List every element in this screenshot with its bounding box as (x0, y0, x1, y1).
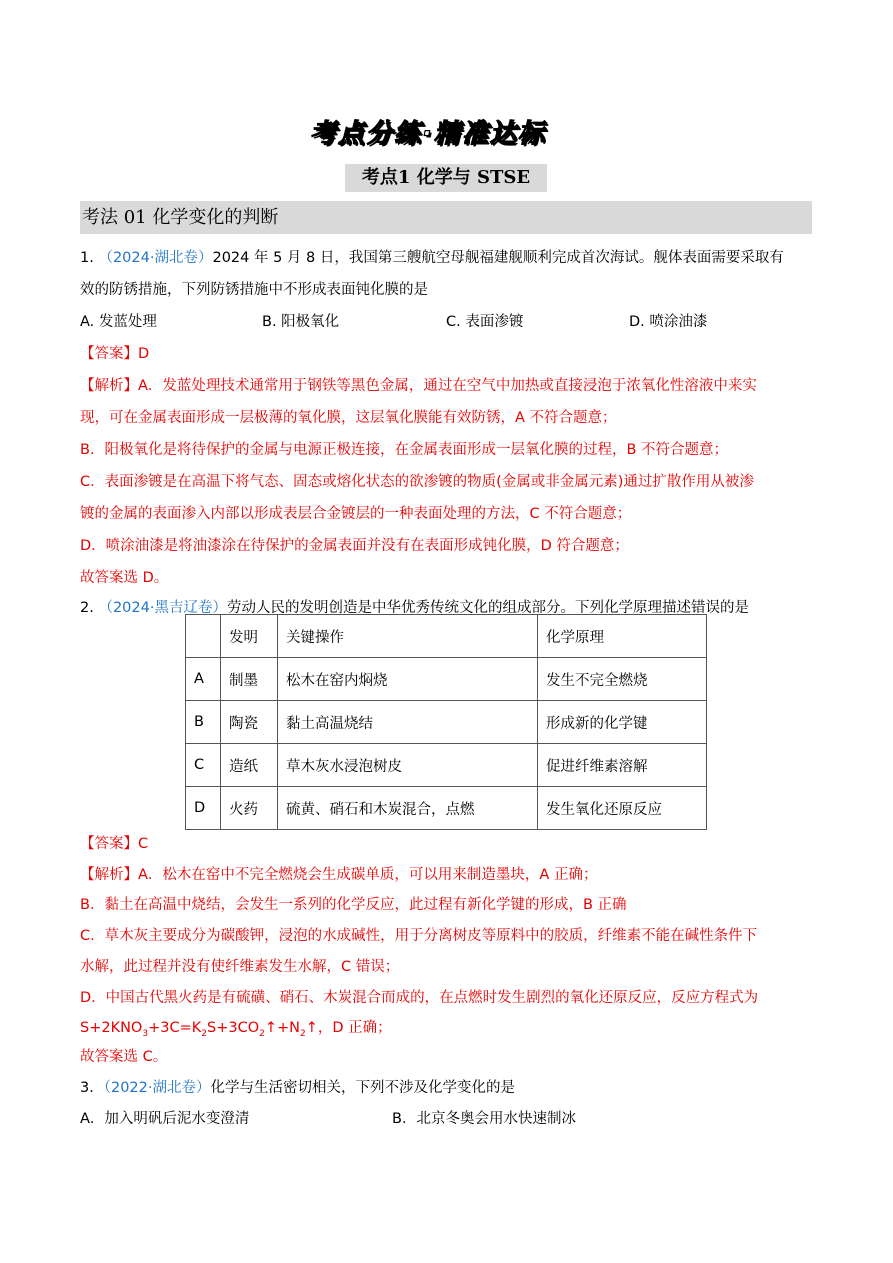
equation-part: S+2KNO (80, 1020, 143, 1036)
table-cell: C (186, 744, 221, 787)
q1-analysis-line-2: 现，可在金属表面形成一层极薄的氧化膜，这层氧化膜能有效防锈，A 不符合题意； (80, 410, 617, 426)
equation-part: S+3CO (207, 1020, 260, 1036)
q3-option-a: A．加入明矾后泥水变澄清 (80, 1111, 250, 1127)
table-cell: 制墨 (221, 658, 278, 701)
table-cell: 火药 (221, 787, 278, 830)
q2-analysis-line-4: 水解，此过程并没有使纤维素发生水解，C 错误； (80, 959, 400, 975)
q3-stem (80, 1076, 515, 1097)
table-header-row (186, 615, 707, 658)
q2-analysis-line-3: C．草木灰主要成分为碳酸钾，浸泡的水成碱性，用于分离树皮等原料中的胶质，纤维素不能在碱性条件下 (80, 928, 758, 944)
q1-analysis-label: 【解析】 (80, 378, 138, 394)
table-cell: B (186, 701, 221, 744)
q1-option-b: B. 阳极氧化 (262, 314, 340, 330)
q1-stem-text: 2024 年 5 月 8 日，我国第三艘航空母舰福建舰顺利完成首次海试。舰体表面需要采取有 (212, 250, 784, 266)
q1-analysis-text-1: A．发蓝处理技术通常用于钢铁等黑色金属，通过在空气中加热或直接浸泡于浓氧化性溶液中来实 (138, 378, 757, 394)
equation-part: +3C=K (148, 1020, 202, 1036)
q3-number: 3． (80, 1080, 104, 1096)
section-title: 考点1 化学与 STSE (345, 164, 547, 192)
table-row (186, 787, 707, 830)
q1-option-c: C. 表面渗镀 (446, 314, 524, 330)
q1-option-d: D. 喷涂油漆 (629, 314, 708, 330)
equation-part: ↑+N (264, 1020, 301, 1036)
q1-answer-label: 【答案】 (80, 346, 138, 362)
table-cell: 造纸 (221, 744, 278, 787)
equation-subscript: 2 (201, 1028, 207, 1039)
table-row (186, 658, 707, 701)
q2-equation (80, 1016, 392, 1039)
q1-answer-value: D (138, 346, 150, 362)
q3-option-b: B．北京冬奥会用水快速制冰 (392, 1111, 576, 1127)
q2-conclusion: 故答案选 C。 (80, 1049, 168, 1065)
table-cell: 黏土高温烧结 (278, 701, 538, 744)
q2-analysis-line-5: D．中国古代黑火药是有硫磺、硝石、木炭混合而成的，在点燃时发生剧烈的氧化还原反应，反应方程式为 (80, 990, 759, 1006)
q2-number: 2. (80, 600, 94, 616)
table-header-cell: 关键操作 (278, 615, 538, 658)
table-cell: 发生氧化还原反应 (538, 787, 707, 830)
q2-analysis-line-2: B．黏土在高温中烧结，会发生一系列的化学反应，此过程有新化学键的形成，B 正确 (80, 897, 627, 913)
table-cell: 松木在窑内焖烧 (278, 658, 538, 701)
q2-answer-label: 【答案】 (80, 836, 138, 852)
q1-source: （2024·湖北卷） (98, 250, 213, 266)
table-cell: 陶瓷 (221, 701, 278, 744)
q1-stem-line-2: 效的防锈措施，下列防锈措施中不形成表面钝化膜的是 (80, 282, 428, 298)
table-cell: 发生不完全燃烧 (538, 658, 707, 701)
table-header-cell: 发明 (221, 615, 278, 658)
q1-analysis-line-4: C．表面渗镀是在高温下将气态、固态或熔化状态的欲渗镀的物质(金属或非金属元素)通过扩散作用从被渗 (80, 474, 754, 490)
q1-answer (80, 342, 149, 363)
equation-subscript: 2 (300, 1028, 306, 1039)
table-cell: 形成新的化学键 (538, 701, 707, 744)
q1-option-a: A. 发蓝处理 (80, 314, 157, 330)
equation-part: ↑，D 正确； (305, 1020, 392, 1036)
q2-answer (80, 832, 148, 853)
q1-analysis-line-5: 镀的金属的表面渗入内部以形成表层合金镀层的一种表面处理的方法，C 不符合题意； (80, 506, 632, 522)
table-row (186, 701, 707, 744)
q3-stem-text: 化学与生活密切相关，下列不涉及化学变化的是 (210, 1080, 515, 1096)
q2-analysis-label: 【解析】 (80, 867, 138, 883)
table-cell: D (186, 787, 221, 830)
q1-stem-line-1 (80, 246, 784, 267)
q1-analysis-line-3: B．阳极氧化是将待保护的金属与电源正极连接，在金属表面形成一层氧化膜的过程，B 不符合题意； (80, 442, 729, 458)
table-row (186, 744, 707, 787)
q2-answer-value: C (138, 836, 149, 852)
q2-analysis-line-1 (80, 863, 597, 884)
table-cell: 硫黄、硝石和木炭混合，点燃 (278, 787, 538, 830)
q2-source: （2024·黑吉辽卷） (98, 600, 227, 616)
q1-analysis-line-6: D．喷涂油漆是将油漆涂在待保护的金属表面并没有在表面形成钝化膜，D 符合题意； (80, 538, 629, 554)
table-header-cell (186, 615, 221, 658)
q2-stem-text: 劳动人民的发明创造是中华优秀传统文化的组成部分。下列化学原理描述错误的是 (226, 600, 749, 616)
banner-title: 考点分练·精准达标 (310, 119, 546, 149)
equation-subscript: 3 (142, 1028, 149, 1039)
q2-table (185, 614, 707, 830)
table-cell: A (186, 658, 221, 701)
equation-subscript: 2 (259, 1028, 265, 1039)
q1-conclusion: 故答案选 D。 (80, 570, 169, 586)
table-cell: 草木灰水浸泡树皮 (278, 744, 538, 787)
q1-number: 1. (80, 250, 94, 266)
table-cell: 促进纤维素溶解 (538, 744, 707, 787)
method-title: 考法 01 化学变化的判断 (80, 201, 812, 234)
q3-source: （2022·湖北卷） (103, 1080, 211, 1096)
q1-analysis-line-1 (80, 374, 757, 395)
q2-analysis-text-1: A．松木在窑中不完全燃烧会生成碳单质，可以用来制造墨块，A 正确； (138, 867, 598, 883)
table-header-cell: 化学原理 (538, 615, 707, 658)
